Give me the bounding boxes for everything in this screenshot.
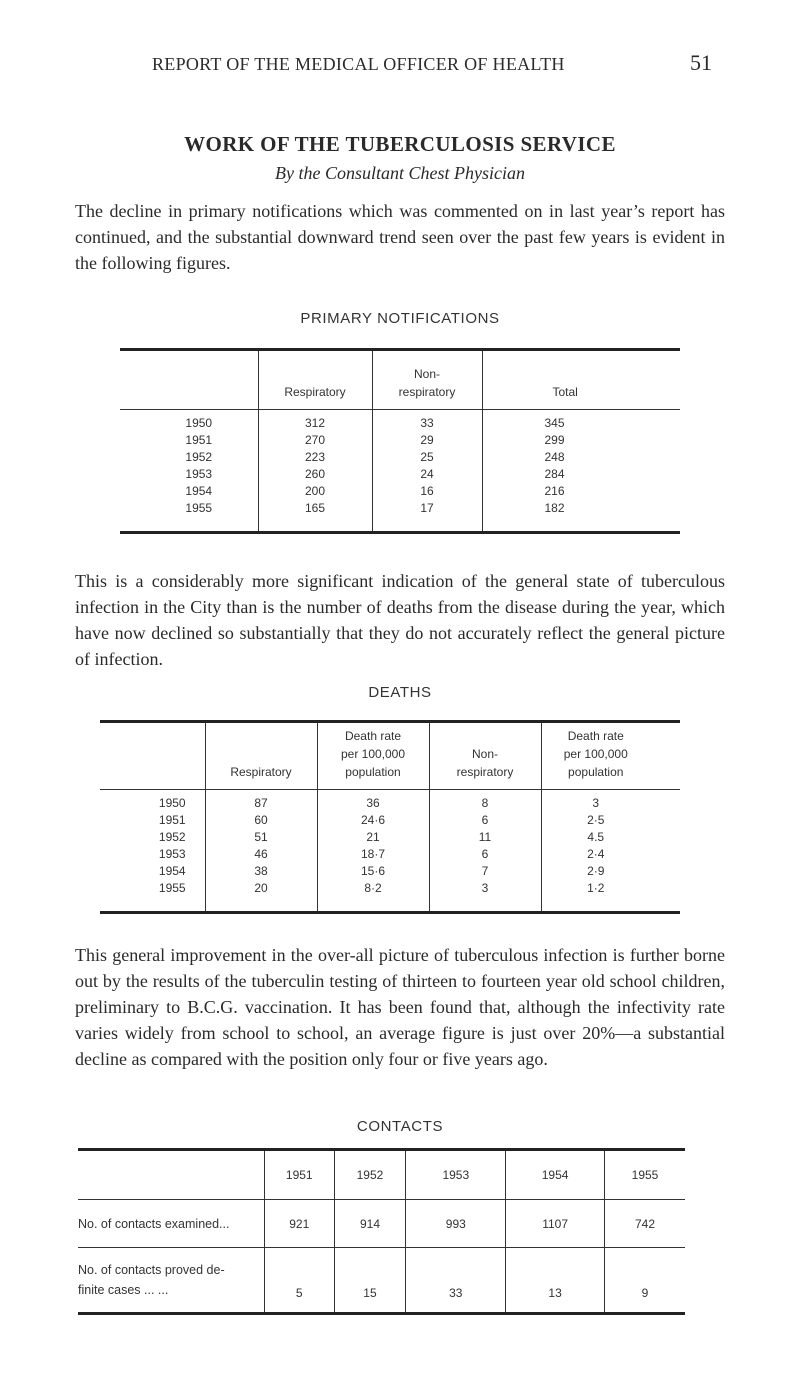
table-row: 1950 87 36 8 3 xyxy=(100,795,680,812)
table-row: No. of contacts proved de- finite cases ... ... 5 15 33 13 9 xyxy=(78,1248,685,1314)
contacts-examined-label: No. of contacts examined... xyxy=(78,1200,264,1248)
page-number: 51 xyxy=(690,50,712,75)
header-non-respiratory-death-rate: Death rate per 100,000 population xyxy=(541,722,680,790)
contacts-year-1952: 1952 xyxy=(334,1150,406,1200)
header-respiratory-deaths: Respiratory xyxy=(205,722,317,790)
paragraph-notifications-significance: This is a considerably more significant indication of the general state of tuberculous infection in the City than is the number of deaths from the disease during the year, which have now declined so substantially that they do not accurately reflect the general picture of infection. xyxy=(75,571,725,669)
notifications-table xyxy=(120,348,680,534)
notifications-header-blank xyxy=(120,350,258,410)
table-row: 1953 46 18·7 6 2·4 xyxy=(100,846,680,863)
deaths-header-row xyxy=(100,722,680,790)
contacts-year-1955: 1955 xyxy=(605,1150,685,1200)
running-header: REPORT OF THE MEDICAL OFFICER OF HEALTH xyxy=(152,54,565,74)
contacts-year-1954: 1954 xyxy=(506,1150,605,1200)
contacts-header-blank xyxy=(78,1150,264,1200)
notifications-table-title: PRIMARY NOTIFICATIONS xyxy=(300,310,500,327)
table-row: 1952 223 25 248 xyxy=(120,449,680,466)
table-row: 1950 312 33 345 xyxy=(120,415,680,432)
table-row: 1953 260 24 284 xyxy=(120,466,680,483)
paragraph-tuberculin-testing: This general improvement in the over-all picture of tuberculous infection is further borne out by the results of the tuberculin testing of thirteen to fourteen year old school children, preliminary to B.C.G. vaccination. It has been found that, although the infectivity rate varies widely from school to school, an average figure is just over 20%—a substantial decline as compared with the position only four or five years ago. xyxy=(75,945,725,1069)
contacts-header-row xyxy=(78,1150,685,1200)
table-row: 1955 165 17 182 xyxy=(120,500,680,517)
table-row: 1951 60 24·6 6 2·5 xyxy=(100,812,680,829)
paragraph-intro: The decline in primary notifications which was commented on in last year’s report has continued, and the substantial downward trend seen over the past few years is evident in the following figures. xyxy=(75,201,725,273)
contacts-table xyxy=(78,1148,685,1315)
header-non-respiratory-deaths: Non- respiratory xyxy=(429,722,541,790)
table-row: 1954 200 16 216 xyxy=(120,483,680,500)
table-row: 1952 51 21 11 4.5 xyxy=(100,829,680,846)
deaths-table xyxy=(100,720,680,914)
header-total: Total xyxy=(482,350,680,410)
header-respiratory-death-rate: Death rate per 100,000 population xyxy=(317,722,429,790)
table-row: 1951 270 29 299 xyxy=(120,432,680,449)
header-respiratory: Respiratory xyxy=(258,350,372,410)
table-row: No. of contacts examined... 921 914 993 1107 742 xyxy=(78,1200,685,1248)
header-non-respiratory: Non- respiratory xyxy=(372,350,482,410)
notifications-header-row xyxy=(120,350,680,410)
section-title: WORK OF THE TUBERCULOSIS SERVICE xyxy=(184,132,616,156)
table-row: 1955 20 8·2 3 1·2 xyxy=(100,880,680,897)
table-row: 1954 38 15·6 7 2·9 xyxy=(100,863,680,880)
contacts-table-title: CONTACTS xyxy=(356,1118,444,1135)
contacts-year-1951: 1951 xyxy=(264,1150,334,1200)
deaths-header-blank xyxy=(100,722,205,790)
deaths-table-title: DEATHS xyxy=(368,684,432,701)
section-byline: By the Consultant Chest Physician xyxy=(275,163,525,183)
contacts-definite-label: No. of contacts proved de- finite cases ... ... xyxy=(78,1263,225,1297)
contacts-year-1953: 1953 xyxy=(406,1150,506,1200)
